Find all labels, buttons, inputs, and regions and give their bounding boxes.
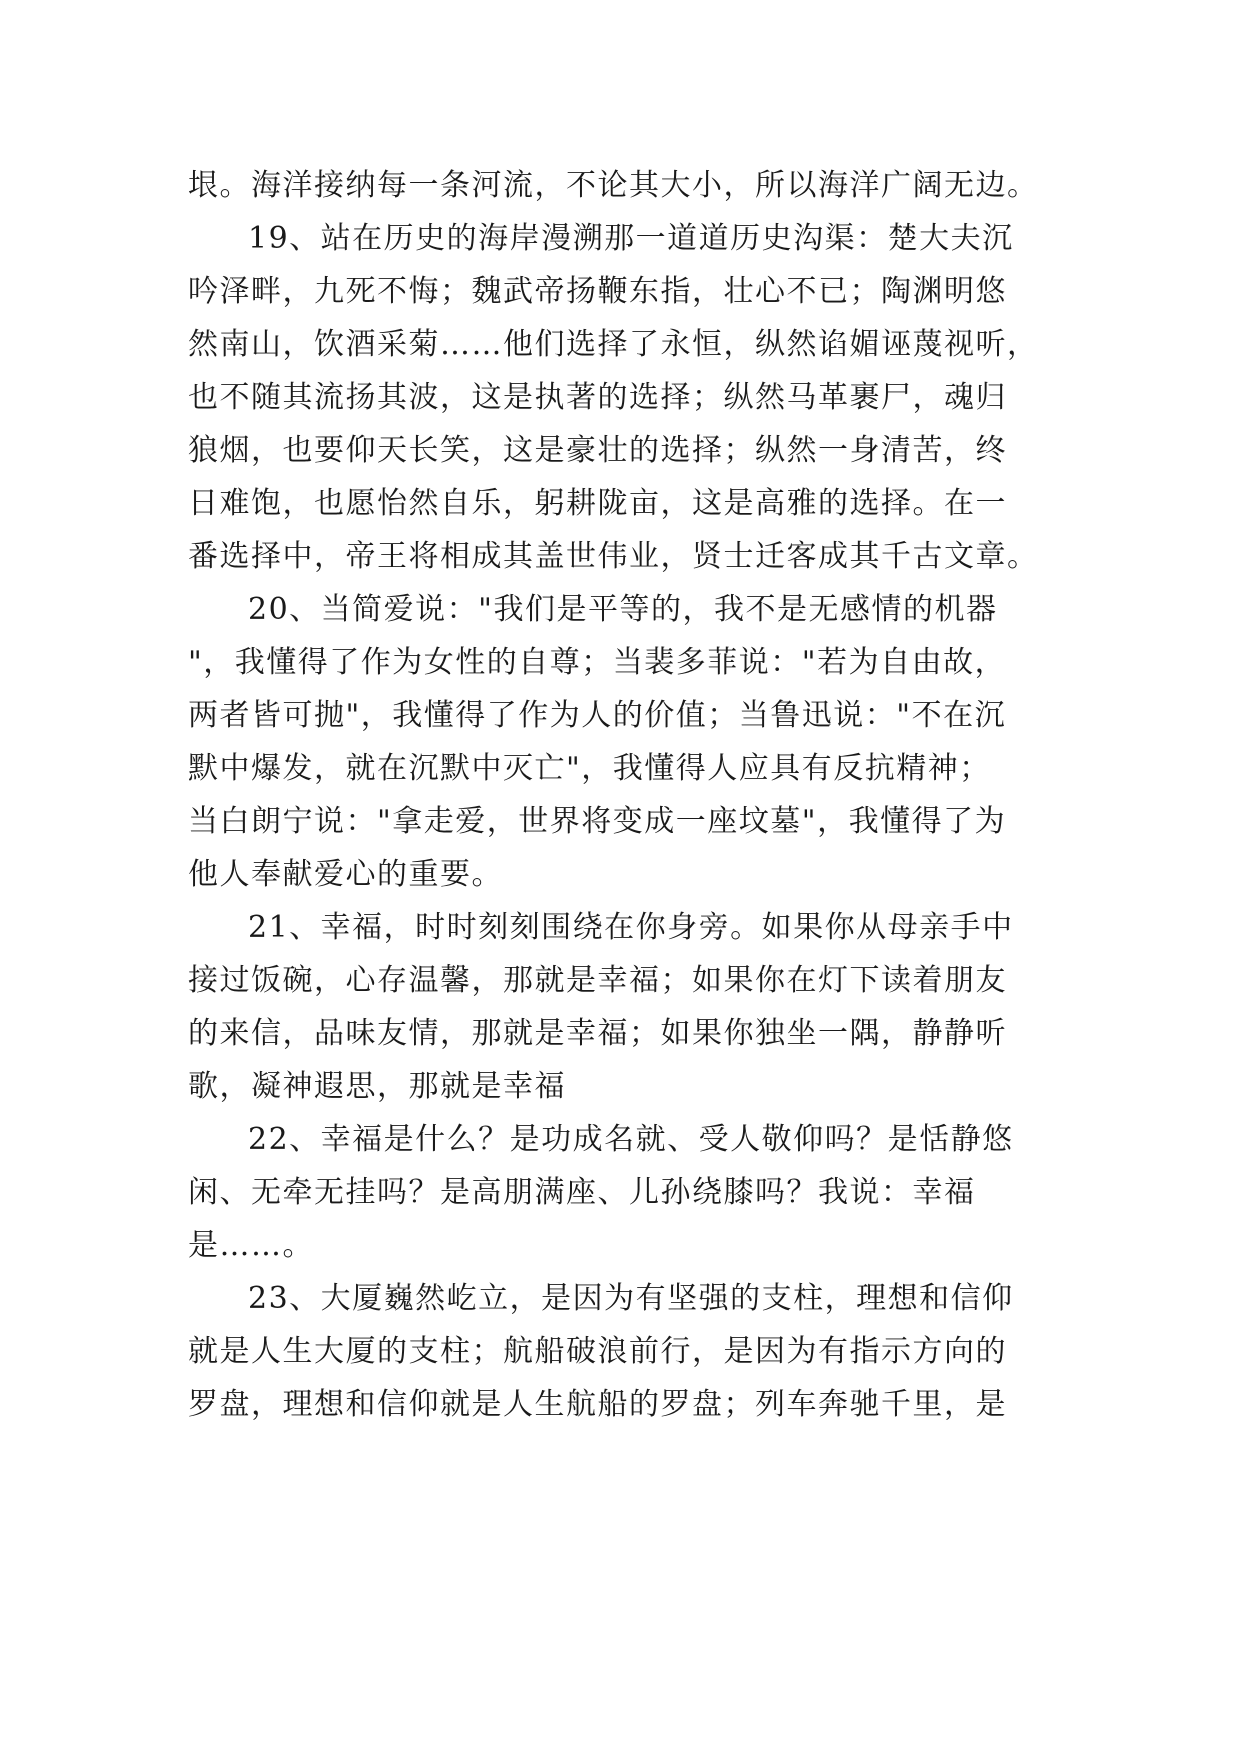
text-line: 吟泽畔，九死不悔；魏武帝扬鞭东指，壮心不已；陶渊明悠 (188, 274, 1007, 309)
text-line: 番选择中，帝王将相成其盖世伟业，贤士迁客成其千古文章。 (188, 539, 1039, 574)
text-line: 两者皆可抛"，我懂得了作为人的价值；当鲁迅说："不在沉 (188, 698, 1007, 733)
text-line: 罗盘，理想和信仰就是人生航船的罗盘；列车奔驰千里，是 (188, 1387, 1007, 1422)
text-line: 的来信，品味友情，那就是幸福；如果你独坐一隅，静静听 (188, 1016, 1007, 1051)
text-line: 默中爆发，就在沉默中灭亡"，我懂得人应具有反抗精神； (188, 751, 991, 786)
paragraph-21-start: 21、幸福，时时刻刻围绕在你身旁。如果你从母亲手中 (248, 910, 1014, 945)
text-line: 垠。海洋接纳每一条河流，不论其大小，所以海洋广阔无边。 (188, 168, 1039, 203)
text-line: 也不随其流扬其波，这是执著的选择；纵然马革裹尸，魂归 (188, 380, 1007, 415)
text-line: 歌，凝神遐思，那就是幸福 (188, 1069, 566, 1104)
paragraph-22-start: 22、幸福是什么？是功成名就、受人敬仰吗？是恬静悠 (248, 1122, 1014, 1157)
paragraph-20-start: 20、当简爱说："我们是平等的，我不是无感情的机器 (248, 592, 998, 627)
text-line: 日难饱，也愿怡然自乐，躬耕陇亩，这是高雅的选择。在一 (188, 486, 1007, 521)
text-line: 就是人生大厦的支柱；航船破浪前行，是因为有指示方向的 (188, 1334, 1007, 1369)
paragraph-23-start: 23、大厦巍然屹立，是因为有坚强的支柱，理想和信仰 (248, 1281, 1014, 1316)
text-line: 接过饭碗，心存温馨，那就是幸福；如果你在灯下读着朋友 (188, 963, 1007, 998)
text-line: 然南山，饮酒采菊……他们选择了永恒，纵然谄媚诬蔑视听， (188, 327, 1039, 362)
text-line: 狼烟，也要仰天长笑，这是豪壮的选择；纵然一身清苦，终 (188, 433, 1007, 468)
paragraph-19-start: 19、站在历史的海岸漫溯那一道道历史沟渠：楚大夫沉 (248, 221, 1014, 256)
text-line: 他人奉献爱心的重要。 (188, 857, 503, 892)
text-line: 当白朗宁说："拿走爱，世界将变成一座坟墓"，我懂得了为 (188, 804, 1007, 839)
text-line: "，我懂得了作为女性的自尊；当裴多菲说："若为自由故， (188, 645, 1007, 680)
text-line: 闲、无牵无挂吗？是高朋满座、儿孙绕膝吗？我说：幸福 (188, 1175, 976, 1210)
text-line: 是……。 (188, 1228, 314, 1263)
